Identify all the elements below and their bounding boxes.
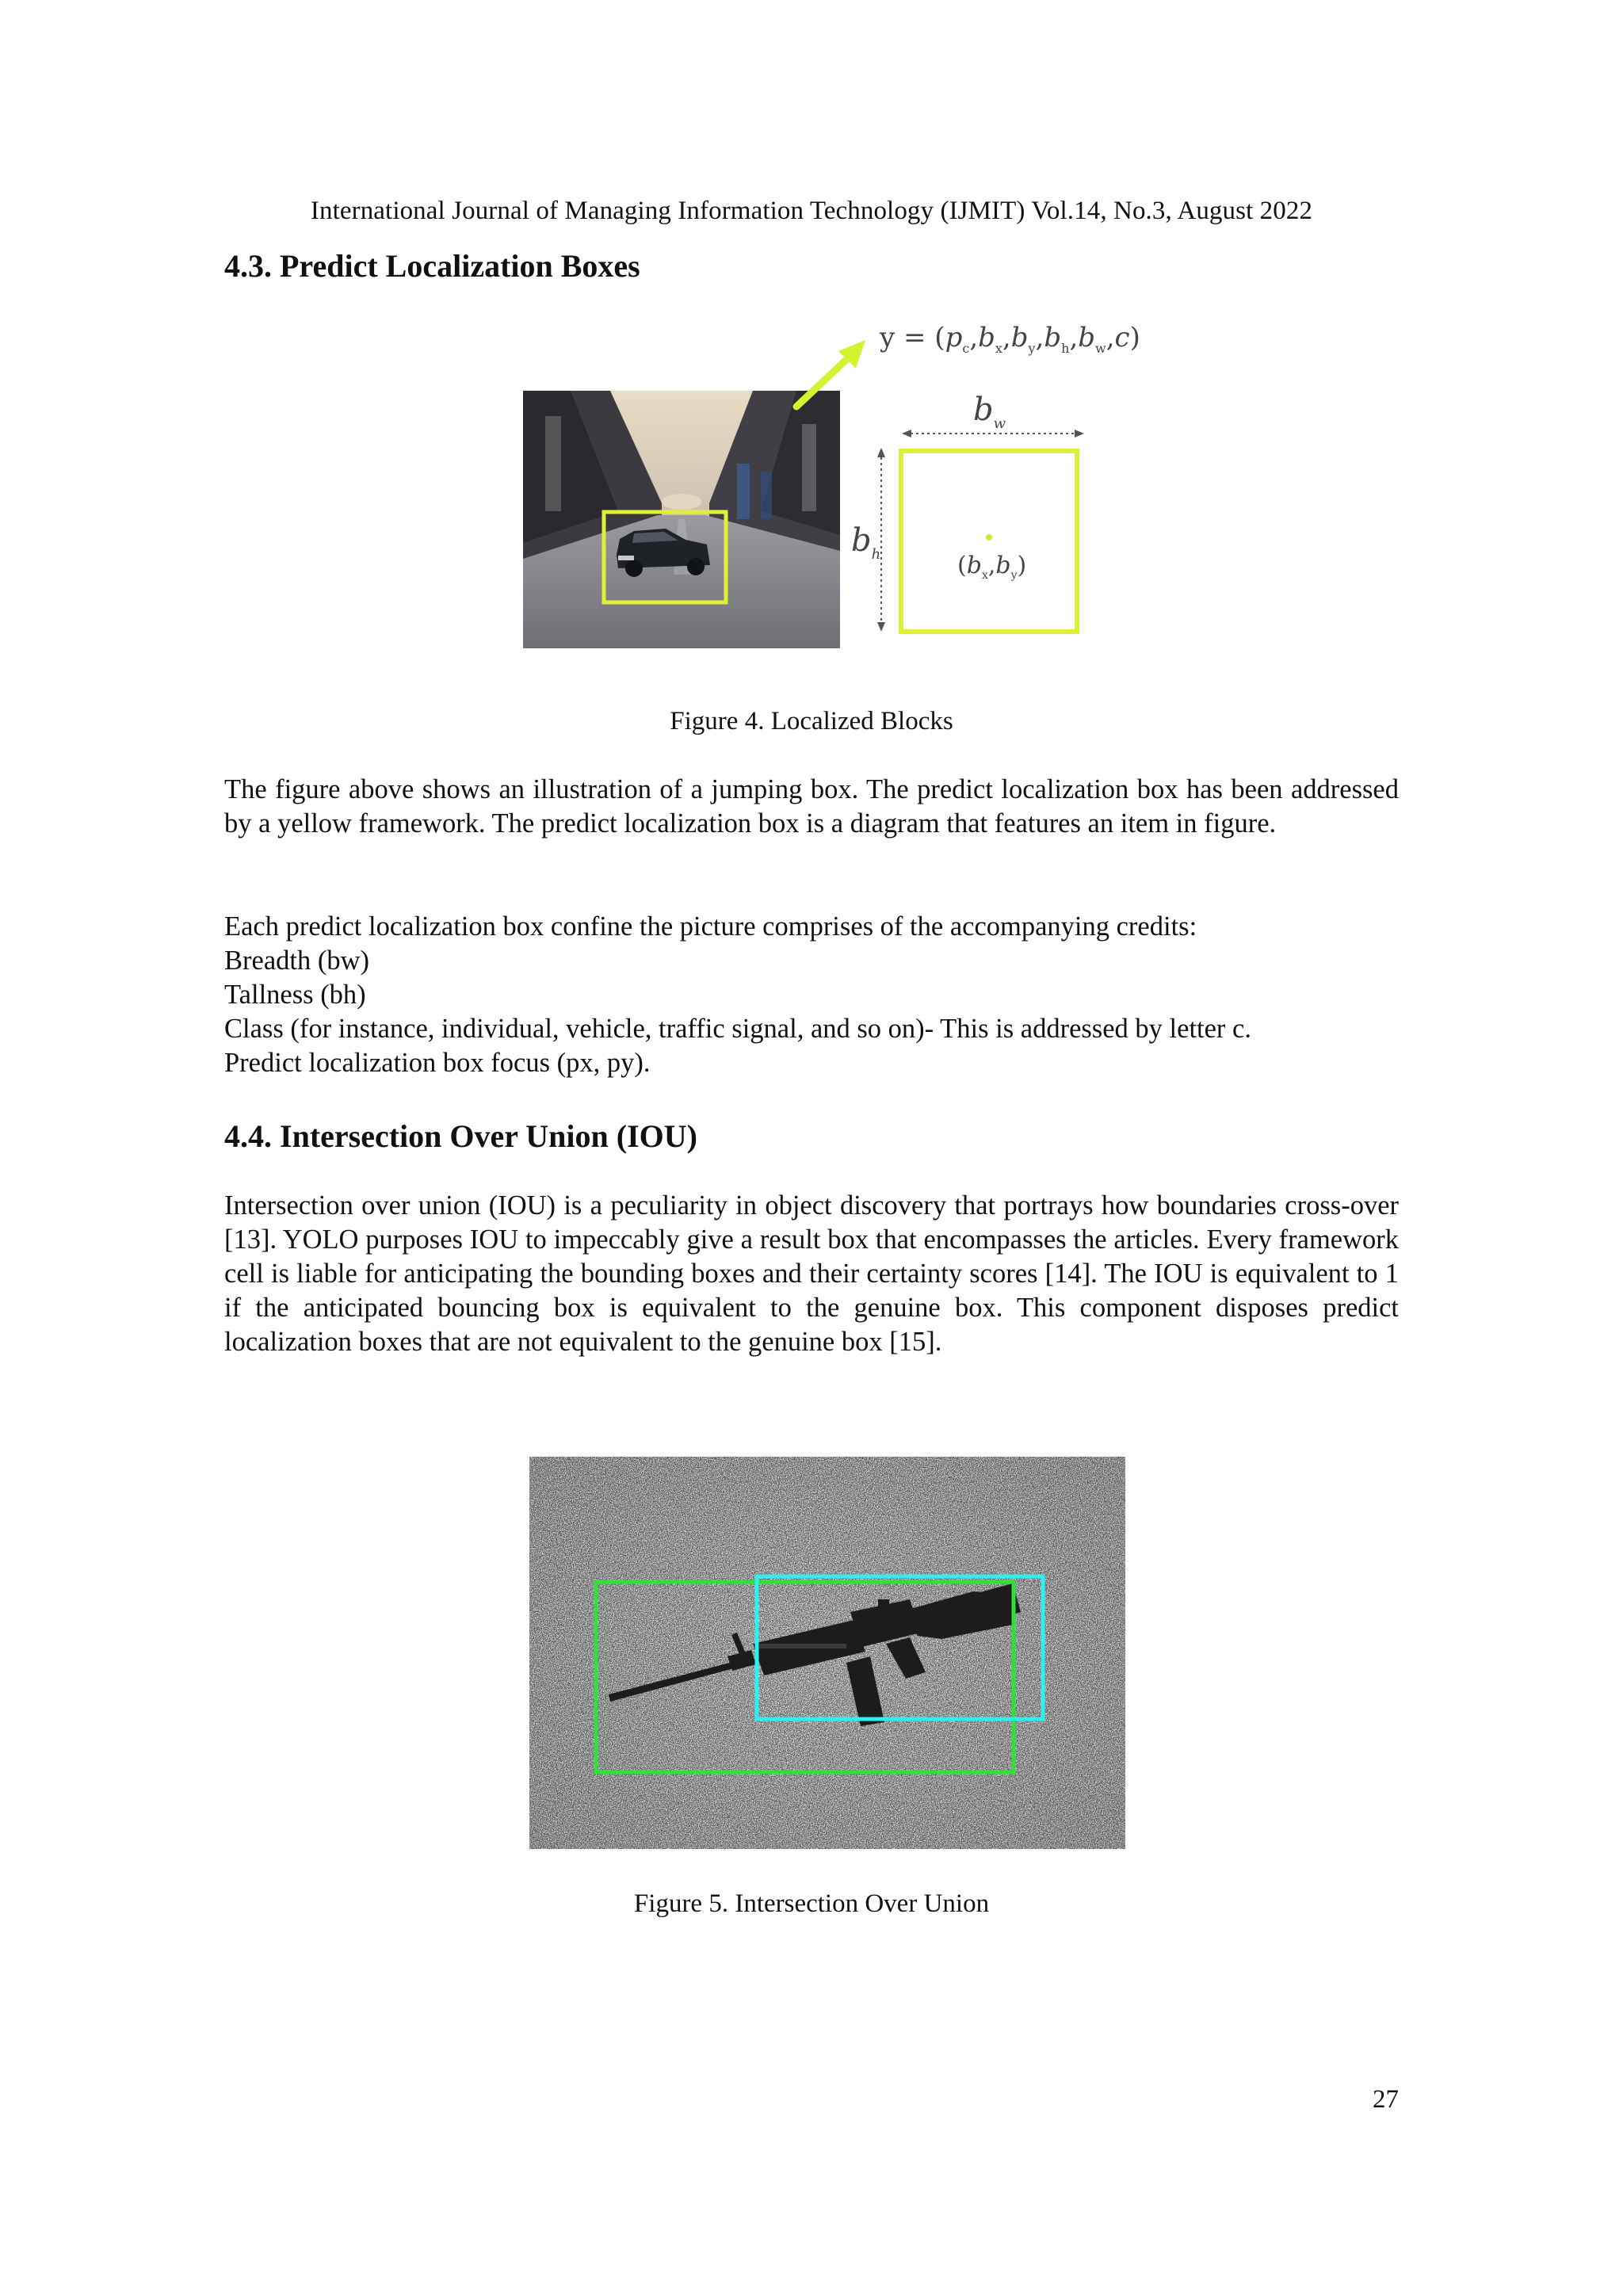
section-4-4-paragraph [224, 1189, 1399, 1359]
center-point-icon [986, 534, 992, 541]
section-heading-4-3: 4.3. Predict Localization Boxes [224, 248, 640, 284]
running-header: International Journal of Managing Information Technology (IJMIT) Vol.14, No.3, August 2022 [310, 197, 1313, 225]
list-item: Class (for instance, individual, vehicle, traffic signal, and so on)- This is addressed by letter c. [224, 1014, 1251, 1044]
width-label: $b_w$ [973, 392, 1006, 432]
localized-blocks-diagram [523, 313, 1140, 662]
iou-diagram [529, 1457, 1125, 1849]
list-item: Tallness (bh) [224, 980, 366, 1010]
page-number: 27 [1373, 2085, 1399, 2114]
street-photo [523, 391, 840, 648]
figure-4-caption: Figure 4. Localized Blocks [670, 707, 953, 735]
section-heading-4-4: 4.4. Intersection Over Union (IOU) [224, 1118, 697, 1154]
figure-iou [529, 1457, 1125, 1849]
list-item: Predict localization box focus (px, py). [224, 1048, 651, 1078]
paragraph-text: The figure above shows an illustration of a jumping box. The predict localization box has been addressed by a yellow framework. The predict localization box is a diagram that features an item in figure. [224, 774, 1399, 839]
attribute-list [224, 910, 1399, 1080]
figure-localized-blocks [523, 313, 1140, 662]
list-item: Breadth (bw) [224, 946, 369, 976]
list-intro: Each predict localization box confine the picture comprises of the accompanying credits: [224, 911, 1197, 942]
center-label: $(b_x,b_y)$ [957, 552, 1027, 582]
output-vector-formula: $y = (p_c,b_x,b_y,b_h,b_w,c)$ [880, 322, 1140, 356]
height-label: $b_h$ [851, 522, 881, 563]
paragraph-text: Intersection over union (IOU) is a peculiarity in object discovery that portrays how boundaries cross-over [13]. YOLO purposes IOU to impeccably give a result box that encompasses the articles. Every framework cell is liable for anticipating the bounding boxes and their certainty scores [14]. The IOU is equivalent to 1 if the anticipated bouncing box is equivalent to the genuine box. This component disposes predict localization boxes that are not equivalent to the genuine box [15]. [224, 1190, 1399, 1357]
section-4-3-paragraph [224, 773, 1399, 841]
figure-5-caption: Figure 5. Intersection Over Union [633, 1889, 990, 1918]
localization-box [901, 451, 1077, 632]
